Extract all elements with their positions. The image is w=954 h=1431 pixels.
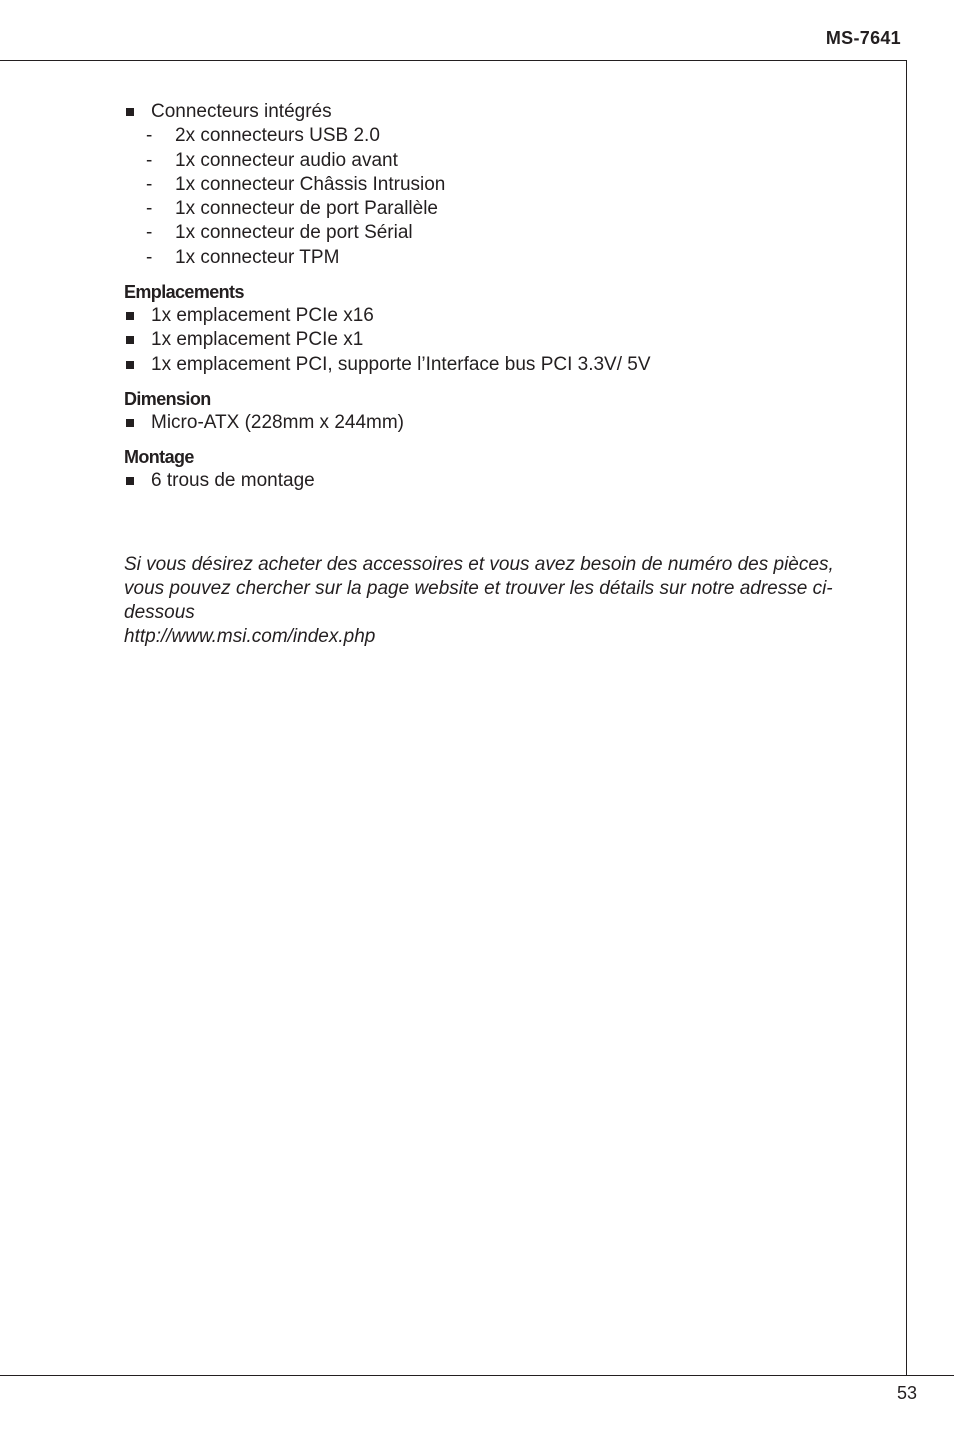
- footer-divider: [0, 1375, 954, 1376]
- connector-item: - 1x connecteur TPM: [146, 246, 340, 268]
- connectors-bullet: Connecteurs intégrés: [124, 100, 864, 124]
- slot-item: 1x emplacement PCIe x16: [124, 304, 864, 328]
- note-text: Si vous désirez acheter des accessoires et vous avez besoin de numéro des pièces, vous pouvez chercher sur la page website et trouver les détails sur notre adresse ci-dessous: [124, 553, 834, 624]
- header-divider: [0, 60, 907, 61]
- connector-item: - 1x connecteur de port Sérial: [146, 222, 413, 244]
- model-number: MS-7641: [825, 28, 901, 48]
- slot-item: 1x emplacement PCIe x1: [124, 328, 864, 352]
- dimension-item: Micro-ATX (228mm x 244mm): [124, 411, 864, 435]
- dimension-heading: Dimension: [124, 388, 211, 409]
- mounting-item: 6 trous de montage: [124, 469, 864, 493]
- accessories-note: [124, 553, 864, 650]
- msi-url: http://www.msi.com/index.php: [124, 626, 376, 648]
- connector-item: - 1x connecteur de port Parallèle: [146, 198, 438, 220]
- connector-item: - 1x connecteur Châssis Intrusion: [146, 173, 446, 195]
- connector-item: - 2x connecteurs USB 2.0: [146, 125, 380, 147]
- page-number: 53: [896, 1383, 917, 1403]
- mounting-heading: Montage: [124, 447, 194, 468]
- slots-heading: Emplacements: [124, 282, 244, 303]
- margin-rule: [906, 60, 907, 1376]
- spec-content: [124, 100, 864, 650]
- slot-item: 1x emplacement PCI, supporte l’Interface bus PCI 3.3V/ 5V: [124, 353, 864, 377]
- connector-item: - 1x connecteur audio avant: [146, 149, 398, 171]
